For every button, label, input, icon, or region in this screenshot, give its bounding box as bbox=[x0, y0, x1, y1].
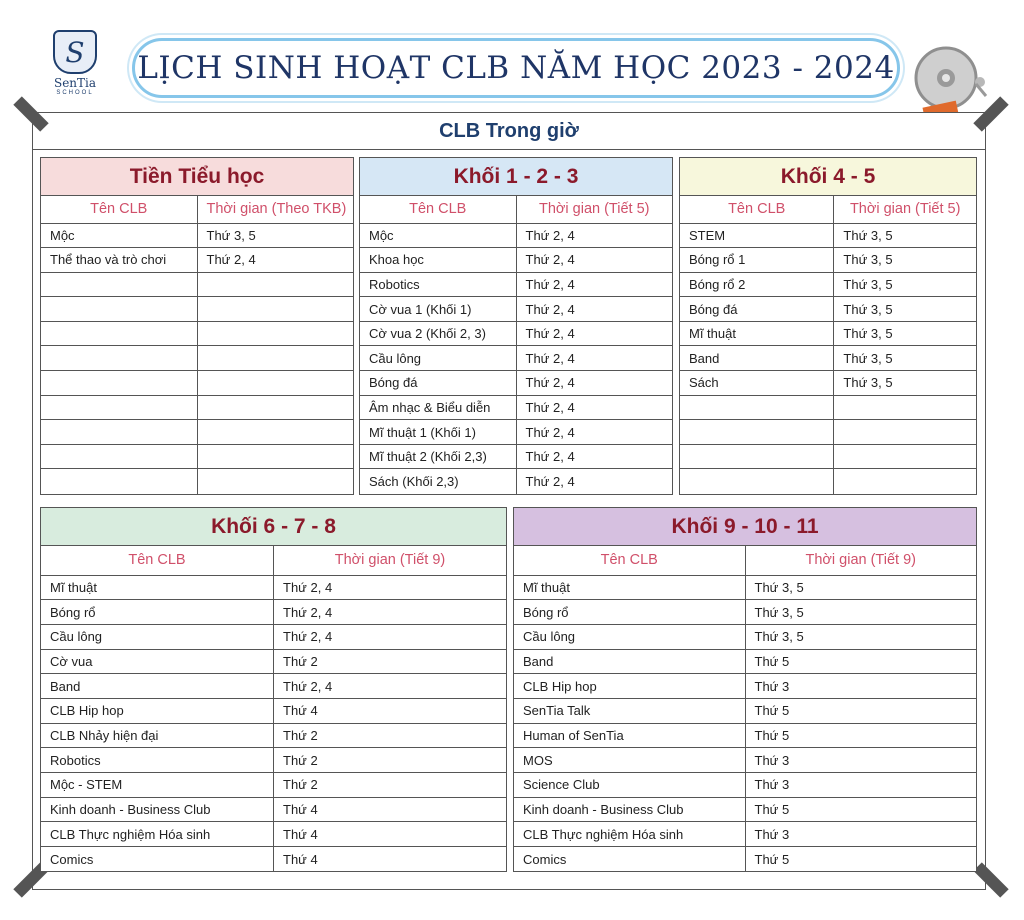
time-cell bbox=[197, 371, 353, 396]
time-cell: Thứ 2, 4 bbox=[516, 321, 672, 346]
table-row bbox=[41, 822, 506, 847]
table-row bbox=[41, 444, 353, 469]
block-title: Khối 1 - 2 - 3 bbox=[360, 158, 672, 196]
club-name-cell: Sách (Khối 2,3) bbox=[360, 469, 516, 494]
table-row bbox=[680, 223, 976, 248]
club-name-cell bbox=[680, 395, 834, 420]
time-cell: Thứ 3, 5 bbox=[834, 297, 976, 322]
club-name-cell: Robotics bbox=[360, 272, 516, 297]
table-row bbox=[680, 420, 976, 445]
club-name-cell: Mộc - STEM bbox=[41, 773, 274, 798]
club-name-cell: Mĩ thuật bbox=[514, 575, 745, 600]
club-name-cell: Mĩ thuật bbox=[41, 575, 274, 600]
table-row bbox=[680, 346, 976, 371]
column-header-club: Tên CLB bbox=[41, 196, 197, 223]
table-row bbox=[41, 748, 506, 773]
time-cell: Thứ 2, 4 bbox=[516, 297, 672, 322]
table-row bbox=[41, 847, 506, 872]
time-cell: Thứ 3, 5 bbox=[745, 624, 976, 649]
club-name-cell: Bóng rổ 2 bbox=[680, 272, 834, 297]
club-table bbox=[41, 546, 506, 871]
club-name-cell: Band bbox=[680, 346, 834, 371]
table-row bbox=[680, 469, 976, 494]
column-header-time: Thời gian (Tiết 9) bbox=[745, 546, 976, 575]
club-name-cell bbox=[41, 297, 197, 322]
time-cell bbox=[834, 469, 976, 494]
time-cell: Thứ 4 bbox=[274, 797, 507, 822]
club-name-cell: Thể thao và trò chơi bbox=[41, 248, 197, 273]
club-name-cell: STEM bbox=[680, 223, 834, 248]
club-name-cell: Cờ vua bbox=[41, 649, 274, 674]
club-name-cell: Cầu lông bbox=[360, 346, 516, 371]
table-row bbox=[41, 371, 353, 396]
time-cell: Thứ 2 bbox=[274, 649, 507, 674]
table-row bbox=[360, 321, 672, 346]
time-cell: Thứ 5 bbox=[745, 698, 976, 723]
table-row bbox=[41, 575, 506, 600]
time-cell: Thứ 2, 4 bbox=[516, 346, 672, 371]
block-khoi-1-2-3 bbox=[359, 157, 673, 495]
time-cell: Thứ 2, 4 bbox=[274, 575, 507, 600]
club-name-cell: Sách bbox=[680, 371, 834, 396]
table-row bbox=[360, 420, 672, 445]
time-cell bbox=[834, 444, 976, 469]
column-header-time: Thời gian (Tiết 5) bbox=[516, 196, 672, 223]
table-row bbox=[41, 297, 353, 322]
table-row bbox=[41, 248, 353, 273]
table-row bbox=[41, 321, 353, 346]
block-title: Khối 6 - 7 - 8 bbox=[41, 508, 506, 546]
column-header-time: Thời gian (Tiết 5) bbox=[834, 196, 976, 223]
table-row bbox=[41, 346, 353, 371]
table-row bbox=[41, 600, 506, 625]
club-name-cell: Robotics bbox=[41, 748, 274, 773]
school-logo bbox=[46, 30, 104, 106]
table-row bbox=[514, 748, 976, 773]
table-row bbox=[360, 272, 672, 297]
time-cell bbox=[197, 297, 353, 322]
time-cell: Thứ 2, 4 bbox=[516, 444, 672, 469]
club-name-cell: Science Club bbox=[514, 773, 745, 798]
club-name-cell: SenTia Talk bbox=[514, 698, 745, 723]
time-cell: Thứ 3, 5 bbox=[834, 272, 976, 297]
time-cell: Thứ 5 bbox=[745, 649, 976, 674]
table-row bbox=[41, 272, 353, 297]
column-header-time: Thời gian (Theo TKB) bbox=[197, 196, 353, 223]
club-name-cell: Mộc bbox=[360, 223, 516, 248]
table-row bbox=[360, 248, 672, 273]
time-cell: Thứ 5 bbox=[745, 723, 976, 748]
club-name-cell: Comics bbox=[514, 847, 745, 872]
club-name-cell bbox=[680, 469, 834, 494]
logo-subtitle: SCHOOL bbox=[56, 90, 94, 96]
club-name-cell: Bóng đá bbox=[680, 297, 834, 322]
club-name-cell: MOS bbox=[514, 748, 745, 773]
table-row bbox=[514, 797, 976, 822]
club-name-cell bbox=[41, 272, 197, 297]
table-row bbox=[41, 624, 506, 649]
time-cell bbox=[197, 321, 353, 346]
time-cell: Thứ 3 bbox=[745, 674, 976, 699]
time-cell: Thứ 2, 4 bbox=[516, 420, 672, 445]
club-name-cell bbox=[680, 420, 834, 445]
time-cell: Thứ 2 bbox=[274, 748, 507, 773]
time-cell: Thứ 2, 4 bbox=[274, 674, 507, 699]
time-cell bbox=[197, 444, 353, 469]
column-header-club: Tên CLB bbox=[514, 546, 745, 575]
table-row bbox=[360, 297, 672, 322]
table-row bbox=[514, 822, 976, 847]
time-cell: Thứ 2, 4 bbox=[197, 248, 353, 273]
time-cell: Thứ 4 bbox=[274, 822, 507, 847]
table-row bbox=[41, 773, 506, 798]
block-tien-tieu-hoc bbox=[40, 157, 354, 495]
club-name-cell: Comics bbox=[41, 847, 274, 872]
table-row bbox=[360, 371, 672, 396]
table-row bbox=[514, 674, 976, 699]
club-name-cell: Mộc bbox=[41, 223, 197, 248]
logo-name: SenTia bbox=[53, 76, 97, 90]
table-row bbox=[514, 773, 976, 798]
time-cell bbox=[834, 395, 976, 420]
club-name-cell bbox=[41, 444, 197, 469]
time-cell: Thứ 5 bbox=[745, 797, 976, 822]
club-name-cell: Bóng rổ bbox=[41, 600, 274, 625]
time-cell: Thứ 2, 4 bbox=[516, 223, 672, 248]
table-row bbox=[514, 649, 976, 674]
club-name-cell: CLB Nhảy hiện đại bbox=[41, 723, 274, 748]
time-cell bbox=[197, 420, 353, 445]
time-cell: Thứ 4 bbox=[274, 847, 507, 872]
table-row bbox=[41, 420, 353, 445]
table-row bbox=[41, 723, 506, 748]
club-name-cell bbox=[41, 346, 197, 371]
club-name-cell: Khoa học bbox=[360, 248, 516, 273]
table-row bbox=[514, 575, 976, 600]
club-table bbox=[360, 196, 672, 494]
club-name-cell: Cờ vua 1 (Khối 1) bbox=[360, 297, 516, 322]
table-row bbox=[41, 649, 506, 674]
club-name-cell: Band bbox=[41, 674, 274, 699]
time-cell bbox=[197, 469, 353, 494]
time-cell: Thứ 3, 5 bbox=[745, 575, 976, 600]
time-cell: Thứ 2, 4 bbox=[516, 469, 672, 494]
club-name-cell: Kinh doanh - Business Club bbox=[514, 797, 745, 822]
time-cell: Thứ 2 bbox=[274, 723, 507, 748]
club-name-cell: Mĩ thuật 1 (Khối 1) bbox=[360, 420, 516, 445]
table-row bbox=[514, 698, 976, 723]
time-cell bbox=[834, 420, 976, 445]
column-header-club: Tên CLB bbox=[41, 546, 274, 575]
time-cell: Thứ 3, 5 bbox=[834, 321, 976, 346]
time-cell: Thứ 3, 5 bbox=[197, 223, 353, 248]
table-row bbox=[680, 444, 976, 469]
table-row bbox=[41, 698, 506, 723]
column-header-time: Thời gian (Tiết 9) bbox=[274, 546, 507, 575]
block-khoi-6-7-8 bbox=[40, 507, 507, 872]
club-name-cell: Human of SenTia bbox=[514, 723, 745, 748]
time-cell: Thứ 3, 5 bbox=[834, 223, 976, 248]
time-cell: Thứ 3, 5 bbox=[834, 248, 976, 273]
block-khoi-9-10-11 bbox=[513, 507, 977, 872]
club-name-cell bbox=[680, 444, 834, 469]
table-row bbox=[680, 248, 976, 273]
time-cell: Thứ 2 bbox=[274, 773, 507, 798]
table-row bbox=[360, 223, 672, 248]
club-name-cell: Cờ vua 2 (Khối 2, 3) bbox=[360, 321, 516, 346]
club-table bbox=[680, 196, 976, 494]
column-header-club: Tên CLB bbox=[680, 196, 834, 223]
club-name-cell bbox=[41, 321, 197, 346]
table-row bbox=[41, 469, 353, 494]
block-title: Tiền Tiểu học bbox=[41, 158, 353, 196]
club-name-cell: Âm nhạc & Biểu diễn bbox=[360, 395, 516, 420]
time-cell bbox=[197, 395, 353, 420]
time-cell bbox=[197, 346, 353, 371]
block-title: Khối 9 - 10 - 11 bbox=[514, 508, 976, 546]
time-cell: Thứ 3 bbox=[745, 773, 976, 798]
block-title: Khối 4 - 5 bbox=[680, 158, 976, 196]
table-row bbox=[360, 444, 672, 469]
club-name-cell: CLB Thực nghiệm Hóa sinh bbox=[514, 822, 745, 847]
time-cell: Thứ 5 bbox=[745, 847, 976, 872]
time-cell: Thứ 2, 4 bbox=[274, 624, 507, 649]
table-row bbox=[514, 723, 976, 748]
club-name-cell: Bóng rổ 1 bbox=[680, 248, 834, 273]
time-cell: Thứ 2, 4 bbox=[274, 600, 507, 625]
time-cell: Thứ 3, 5 bbox=[834, 346, 976, 371]
club-name-cell: CLB Hip hop bbox=[514, 674, 745, 699]
club-name-cell: Cầu lông bbox=[41, 624, 274, 649]
club-name-cell: Mĩ thuật bbox=[680, 321, 834, 346]
club-name-cell: Mĩ thuật 2 (Khối 2,3) bbox=[360, 444, 516, 469]
page-title: LỊCH SINH HOẠT CLB NĂM HỌC 2023 - 2024 bbox=[137, 50, 895, 86]
table-row bbox=[680, 321, 976, 346]
column-header-club: Tên CLB bbox=[360, 196, 516, 223]
club-name-cell bbox=[41, 469, 197, 494]
section-title: CLB Trong giờ bbox=[33, 114, 985, 150]
time-cell: Thứ 2, 4 bbox=[516, 272, 672, 297]
time-cell: Thứ 2, 4 bbox=[516, 371, 672, 396]
table-row bbox=[514, 624, 976, 649]
table-row bbox=[680, 395, 976, 420]
table-row bbox=[360, 395, 672, 420]
block-khoi-4-5 bbox=[679, 157, 977, 495]
club-name-cell: Kinh doanh - Business Club bbox=[41, 797, 274, 822]
logo-monogram: S bbox=[53, 30, 97, 74]
table-row bbox=[514, 847, 976, 872]
table-row bbox=[680, 297, 976, 322]
club-table bbox=[514, 546, 976, 871]
club-name-cell bbox=[41, 395, 197, 420]
time-cell: Thứ 4 bbox=[274, 698, 507, 723]
table-row bbox=[680, 371, 976, 396]
table-row bbox=[514, 600, 976, 625]
table-row bbox=[680, 272, 976, 297]
table-row bbox=[360, 469, 672, 494]
table-row bbox=[41, 223, 353, 248]
time-cell: Thứ 3, 5 bbox=[834, 371, 976, 396]
title-banner bbox=[132, 38, 900, 98]
club-name-cell bbox=[41, 371, 197, 396]
club-name-cell: CLB Thực nghiệm Hóa sinh bbox=[41, 822, 274, 847]
time-cell bbox=[197, 272, 353, 297]
club-name-cell: Bóng đá bbox=[360, 371, 516, 396]
club-name-cell: Bóng rổ bbox=[514, 600, 745, 625]
table-row bbox=[41, 674, 506, 699]
table-row bbox=[41, 395, 353, 420]
time-cell: Thứ 3, 5 bbox=[745, 600, 976, 625]
time-cell: Thứ 2, 4 bbox=[516, 248, 672, 273]
club-name-cell bbox=[41, 420, 197, 445]
club-name-cell: Cầu lông bbox=[514, 624, 745, 649]
club-name-cell: Band bbox=[514, 649, 745, 674]
time-cell: Thứ 3 bbox=[745, 822, 976, 847]
time-cell: Thứ 3 bbox=[745, 748, 976, 773]
club-name-cell: CLB Hip hop bbox=[41, 698, 274, 723]
table-row bbox=[360, 346, 672, 371]
club-table bbox=[41, 196, 353, 494]
time-cell: Thứ 2, 4 bbox=[516, 395, 672, 420]
table-row bbox=[41, 797, 506, 822]
